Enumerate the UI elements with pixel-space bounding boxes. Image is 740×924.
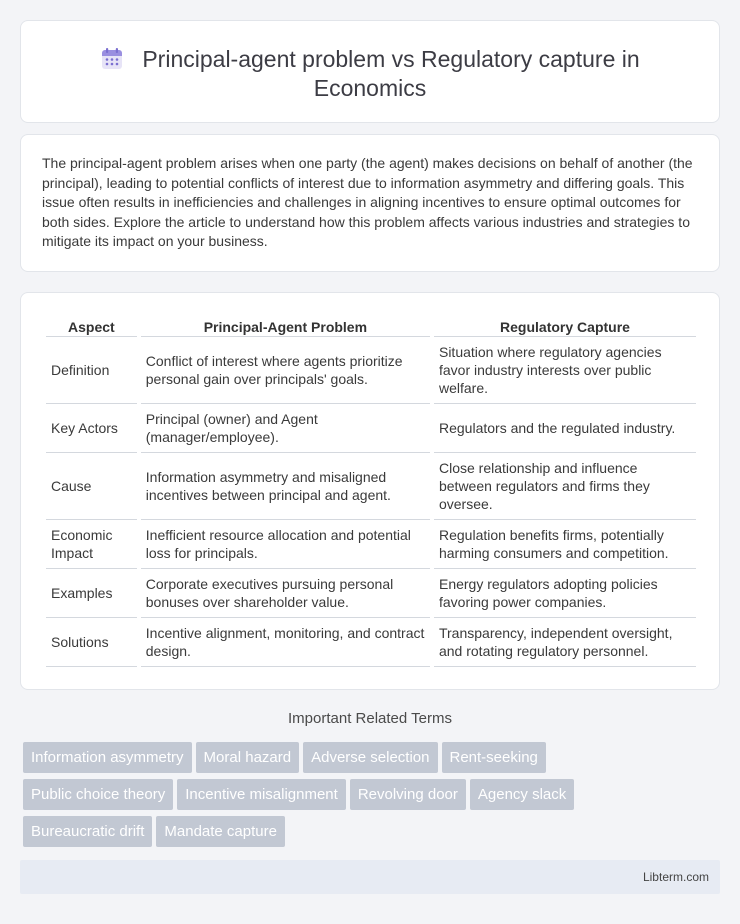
table-row (46, 520, 696, 569)
title-line-1: Principal-agent problem vs Regulatory capture in (142, 46, 640, 72)
header-aspect: Aspect (46, 315, 137, 337)
tag-bureaucratic-drift[interactable]: Bureaucratic drift (23, 816, 152, 847)
tag-revolving-door[interactable]: Revolving door (350, 779, 466, 810)
tag-moral-hazard[interactable]: Moral hazard (196, 742, 300, 773)
tag-incentive-misalignment[interactable]: Incentive misalignment (177, 779, 346, 810)
row-principal-agent: Conflict of interest where agents prioritize personal gain over principals' goals. (141, 337, 430, 404)
row-principal-agent: Incentive alignment, monitoring, and contract design. (141, 618, 430, 667)
table-row (46, 453, 696, 520)
comparison-card (20, 292, 720, 690)
page-title (21, 45, 719, 103)
tag-rent-seeking[interactable]: Rent-seeking (442, 742, 546, 773)
header-regulatory-capture: Regulatory Capture (434, 315, 696, 337)
table-header-row (46, 315, 696, 337)
row-aspect: Economic Impact (46, 520, 137, 569)
row-aspect: Examples (46, 569, 137, 618)
related-terms-list (23, 742, 623, 853)
title-line-2: Economics (313, 75, 427, 101)
row-regulatory-capture: Regulators and the regulated industry. (434, 404, 696, 453)
related-terms-heading: Important Related Terms (288, 710, 452, 727)
row-aspect: Cause (46, 453, 137, 520)
tag-mandate-capture[interactable]: Mandate capture (156, 816, 285, 847)
table-row (46, 404, 696, 453)
row-principal-agent: Corporate executives pursuing personal bonuses over shareholder value. (141, 569, 430, 618)
comparison-table (42, 315, 700, 667)
row-principal-agent: Principal (owner) and Agent (manager/employee). (141, 404, 430, 453)
table-row (46, 569, 696, 618)
row-regulatory-capture: Energy regulators adopting policies favoring power companies. (434, 569, 696, 618)
row-aspect: Key Actors (46, 404, 137, 453)
row-principal-agent: Information asymmetry and misaligned incentives between principal and agent. (141, 453, 430, 520)
row-regulatory-capture: Situation where regulatory agencies favor industry interests over public welfare. (434, 337, 696, 404)
row-regulatory-capture: Transparency, independent oversight, and rotating regulatory personnel. (434, 618, 696, 667)
title-card (20, 20, 720, 123)
header-principal-agent: Principal-Agent Problem (141, 315, 430, 337)
tag-adverse-selection[interactable]: Adverse selection (303, 742, 437, 773)
table-row (46, 618, 696, 667)
intro-card (20, 134, 720, 272)
tag-agency-slack[interactable]: Agency slack (470, 779, 574, 810)
tag-information-asymmetry[interactable]: Information asymmetry (23, 742, 192, 773)
row-regulatory-capture: Regulation benefits firms, potentially harming consumers and competition. (434, 520, 696, 569)
intro-paragraph: The principal-agent problem arises when one party (the agent) makes decisions on behalf of another (the principal), leading to potential conflicts of interest due to information asymmetry and differing goals. This issue often results in inefficiencies and challenges in aligning incentives to ensure optimal outcomes for both sides. Explore the article to understand how this problem affects various industries and strategies to mitigate its impact on your business. (42, 155, 693, 250)
row-principal-agent: Inefficient resource allocation and potential loss for principals. (141, 520, 430, 569)
tag-public-choice-theory[interactable]: Public choice theory (23, 779, 173, 810)
calendar-grid-icon (100, 47, 124, 71)
row-regulatory-capture: Close relationship and influence between regulators and firms they oversee. (434, 453, 696, 520)
row-aspect: Definition (46, 337, 137, 404)
footer (20, 860, 720, 894)
table-row (46, 337, 696, 404)
footer-site-link[interactable]: Libterm.com (642, 870, 709, 884)
row-aspect: Solutions (46, 618, 137, 667)
